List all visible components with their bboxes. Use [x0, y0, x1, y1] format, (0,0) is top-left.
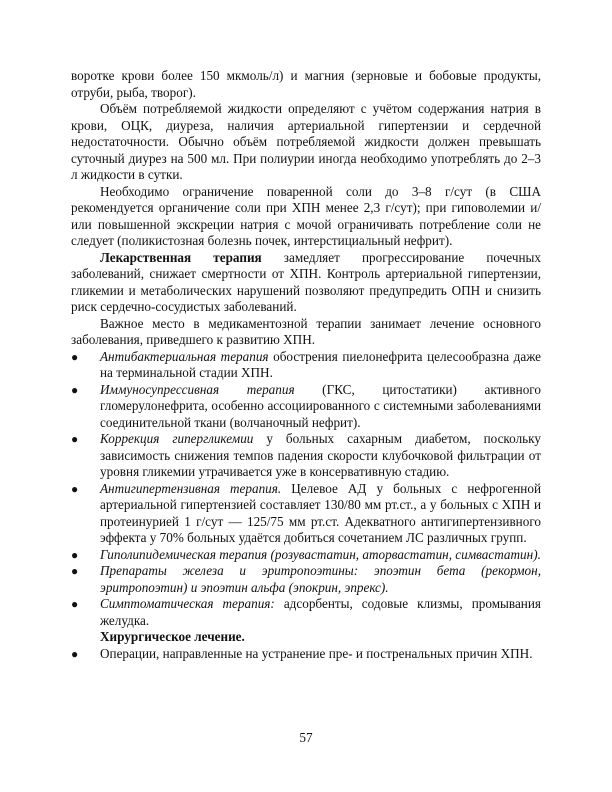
paragraph-continuation: воротке крови более 150 мкмоль/л) и магния (зерновые и бобовые продукты, отруби, рыба, творог).: [71, 68, 541, 100]
paragraph-underlying-disease: Важное место в медикаментозной терапии занимает лечение основного заболевания, приведшего к развитию ХПН.: [71, 315, 541, 347]
list-item: [71, 349, 541, 382]
bullet-icon: ●: [71, 646, 79, 661]
list-item: [71, 547, 541, 564]
bullet-icon: ●: [71, 547, 79, 562]
list-item-term: Иммуносупрессивная терапия: [100, 381, 295, 397]
surgery-heading: Хирургическое лечение.: [100, 629, 245, 644]
list-item-term: Антигипертензивная терапия.: [100, 480, 282, 496]
bullet-icon: ●: [71, 564, 79, 578]
bullet-icon: ●: [71, 481, 79, 496]
drug-therapy-heading: Лекарственная терапия: [100, 249, 262, 265]
list-item-text: обострения пиелонефрита целесообразна даже на терминальной стадии ХПН.: [100, 348, 541, 380]
list-item-term: Препараты железа и эритропоэтины: эпоэтин бета (рекормон, эритропоэтин) и эпоэтин альфа (эпокрин, эпрекс).: [100, 563, 541, 595]
paragraph-fluid-intake: Объём потребляемой жидкости определяют с учётом содержания натрия в крови, ОЦК, диуреза, наличия артериальной гипертензии и сердечной недостаточности. Обычно объём потребляемой жидкости должен превышать суточный диурез на 500 мл. При полиурии иногда необходимо употреблять до 2–3 л жидкости в сутки.: [71, 101, 541, 182]
list-item: [71, 481, 541, 547]
list-item-text: Операции, направленные на устранение пре- и постренальных причин ХПН.: [100, 645, 533, 661]
list-item-text: Целевое АД у больных с нефрогенной артериальной гипертензией составляет 130/80 мм рт.ст., а у больных с ХПН и протеинурией 1 г/сут — 125/75 мм рт.ст. Адекватного антигипертензивного эффекта у 70% больных удаётся добиться сочетанием ЛС различных групп.: [100, 480, 541, 545]
page-number: 57: [299, 730, 313, 745]
list-item: [71, 431, 541, 481]
list-item: [71, 646, 541, 663]
bullet-icon: ●: [71, 597, 79, 611]
list-item-text: у больных сахарным диабетом, поскольку зависимость снижения темпов падения скорости клубочковой фильтрации от уровня гликемии утрачивается уже в консервативную стадию.: [100, 431, 541, 479]
bullet-icon: ●: [71, 349, 79, 364]
list-item-term: Коррекция гипергликемии: [100, 431, 254, 446]
list-item-text: (ГКС, цитостатики) активного гломерулонефрита, особенно ассоциированного с системными заболеваниями соединительной ткани (волчаночный нефрит).: [100, 381, 541, 430]
page-body: [71, 68, 541, 662]
paragraph-salt-restriction: Необходимо ограничение поваренной соли до 3–8 г/сут (в США рекомендуется органичение соли при ХПН менее 2,3 г/сут); при гиповолемии и/или повышенной экскреции натрия с мочой ограничивать потребление соли не следует (поликистозная болезнь почек, интерстициальный нефрит).: [71, 183, 541, 248]
bullet-icon: ●: [71, 382, 79, 397]
paragraph-drug-therapy: [71, 250, 541, 316]
list-item-text: адсорбенты, содовые клизмы, промывания желудка.: [100, 596, 541, 628]
list-item-term: Антибактериальная терапия: [100, 348, 269, 364]
list-item: [71, 596, 541, 629]
list-item-term: Симптоматическая терапия:: [100, 596, 275, 611]
bullet-icon: ●: [71, 432, 79, 446]
list-item-term: Гиполипидемическая терапия (розувастатин, аторвастатин, симвастатин).: [100, 546, 541, 562]
drug-therapy-text: замедляет прогрессирование почечных заболеваний, снижает смертности от ХПН. Контроль артериальной гипертензии, гликемии и метаболических нарушений позволяют предупредить ОПН и снизить риск сердечно-сосудистых заболеваний.: [71, 249, 541, 314]
list-item: [71, 563, 541, 596]
list-item: [71, 382, 541, 432]
